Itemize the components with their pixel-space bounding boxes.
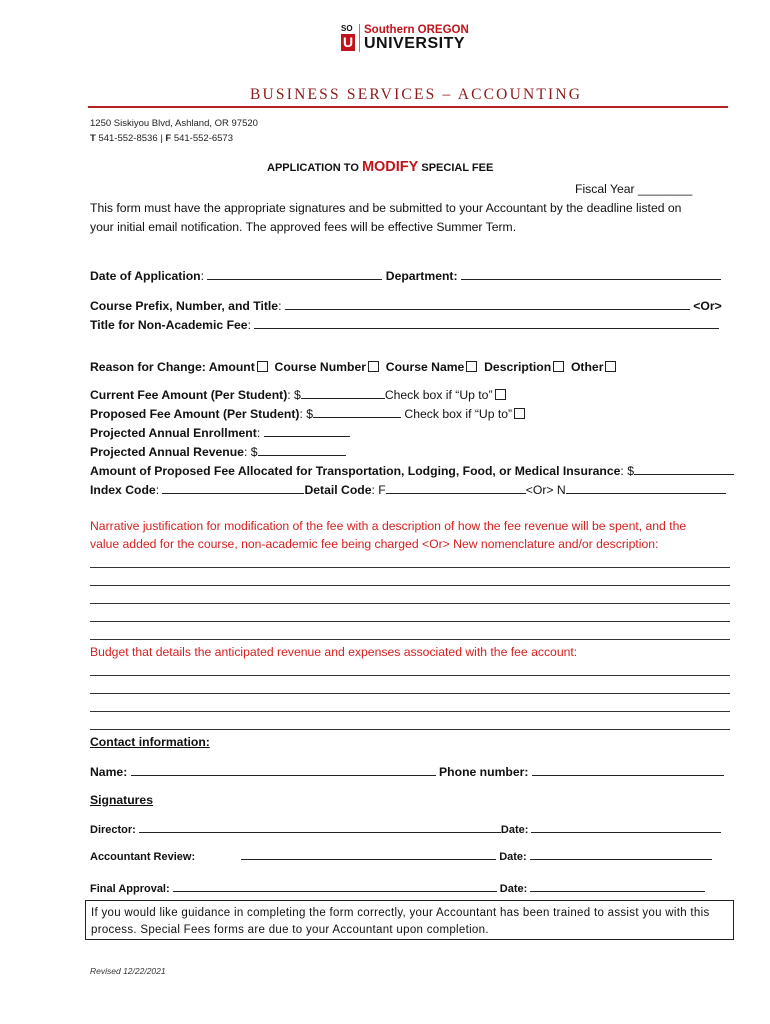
- department-header: BUSINESS SERVICES – ACCOUNTING: [250, 86, 583, 103]
- enrollment-row: Projected Annual Enrollment:: [90, 425, 350, 440]
- accountant-date-field[interactable]: [530, 848, 712, 860]
- header-divider: [88, 106, 728, 108]
- reason-amount-checkbox[interactable]: [257, 361, 268, 372]
- contact-information-heading: Contact information:: [90, 735, 210, 749]
- reason-description-checkbox[interactable]: [553, 361, 564, 372]
- final-approval-row: Final Approval: Date:: [90, 880, 705, 895]
- narrative-line[interactable]: [90, 585, 730, 586]
- narrative-prompt-2: value added for the course, non-academic fee being charged <Or> New nomenclature and/or description:: [90, 537, 659, 551]
- current-fee-upto-checkbox[interactable]: [495, 389, 506, 400]
- allocated-row: Amount of Proposed Fee Allocated for Transportation, Lodging, Food, or Medical Insurance: $: [90, 463, 734, 478]
- budget-line[interactable]: [90, 675, 730, 676]
- form-title: APPLICATION TO MODIFY SPECIAL FEE: [267, 159, 494, 175]
- proposed-fee-upto-checkbox[interactable]: [514, 408, 525, 419]
- index-code-field[interactable]: [162, 482, 304, 494]
- detail-code-n-field[interactable]: [566, 482, 726, 494]
- revision-date: Revised 12/22/2021: [90, 966, 166, 976]
- current-fee-row: Current Fee Amount (Per Student): $ Check box if “Up to”: [90, 387, 506, 402]
- date-of-application-row: Date of Application: Department:: [90, 268, 721, 283]
- proposed-fee-row: Proposed Fee Amount (Per Student): $ Check box if “Up to”: [90, 406, 525, 421]
- final-approval-signature-field[interactable]: [173, 880, 497, 892]
- non-academic-row: Title for Non-Academic Fee:: [90, 317, 719, 332]
- fiscal-year-field[interactable]: Fiscal Year ________: [575, 182, 693, 196]
- intro-text-1: This form must have the appropriate signatures and be submitted to your Accountant by the deadline listed on: [90, 201, 682, 215]
- course-title-row: Course Prefix, Number, and Title: <Or>: [90, 299, 722, 313]
- contact-numbers: T 541-552-8536 | F 541-552-6573: [90, 133, 233, 144]
- current-fee-field[interactable]: [301, 387, 385, 399]
- director-date-field[interactable]: [531, 821, 721, 833]
- signatures-heading: Signatures: [90, 793, 153, 807]
- narrative-line[interactable]: [90, 639, 730, 640]
- contact-row: Name: Phone number:: [90, 764, 724, 779]
- reason-for-change-row: Reason for Change: Amount Course Number Course Name Description Other: [90, 360, 616, 374]
- accountant-signature-field[interactable]: [241, 848, 496, 860]
- contact-name-field[interactable]: [131, 764, 436, 776]
- accountant-row: Accountant Review: Date:: [90, 848, 712, 863]
- non-academic-title-field[interactable]: [254, 317, 719, 329]
- revenue-row: Projected Annual Revenue: $: [90, 444, 346, 459]
- reason-course-number-checkbox[interactable]: [368, 361, 379, 372]
- budget-line[interactable]: [90, 693, 730, 694]
- final-approval-date-field[interactable]: [530, 880, 705, 892]
- budget-line[interactable]: [90, 711, 730, 712]
- budget-prompt: Budget that details the anticipated revenue and expenses associated with the fee account:: [90, 645, 578, 659]
- budget-line[interactable]: [90, 729, 730, 730]
- enrollment-field[interactable]: [264, 425, 350, 437]
- address: 1250 Siskiyou Blvd, Ashland, OR 97520: [90, 118, 258, 129]
- reason-course-name-checkbox[interactable]: [466, 361, 477, 372]
- logo-line2: UNIVERSITY: [364, 35, 466, 52]
- logo-mark: SO U: [341, 24, 354, 50]
- director-signature-field[interactable]: [139, 821, 501, 833]
- narrative-line[interactable]: [90, 603, 730, 604]
- guidance-box: [85, 900, 734, 940]
- detail-code-f-field[interactable]: [386, 482, 526, 494]
- revenue-field[interactable]: [258, 444, 346, 456]
- proposed-fee-field[interactable]: [313, 406, 401, 418]
- narrative-prompt-1: Narrative justification for modification of the fee with a description of how the fee revenue will be spent, and the: [90, 519, 687, 533]
- intro-text-2: your initial email notification. The approved fees will be effective Summer Term.: [90, 220, 517, 234]
- date-of-application-field[interactable]: [207, 268, 382, 280]
- director-row: Director: Date:: [90, 821, 721, 836]
- guidance-text: If you would like guidance in completing the form correctly, your Accountant has been trained to assist you with this process. Special Fees forms are due to your Accountant upon completion.: [91, 907, 710, 936]
- reason-other-checkbox[interactable]: [605, 361, 616, 372]
- narrative-line[interactable]: [90, 567, 730, 568]
- university-logo: [341, 24, 481, 54]
- course-title-field[interactable]: [285, 298, 690, 310]
- codes-row: Index Code: Detail Code: F <Or> N: [90, 482, 726, 497]
- department-field[interactable]: [461, 268, 721, 280]
- narrative-line[interactable]: [90, 621, 730, 622]
- contact-phone-field[interactable]: [532, 764, 724, 776]
- logo-line1: Southern OREGON: [364, 24, 469, 36]
- allocated-field[interactable]: [634, 463, 734, 475]
